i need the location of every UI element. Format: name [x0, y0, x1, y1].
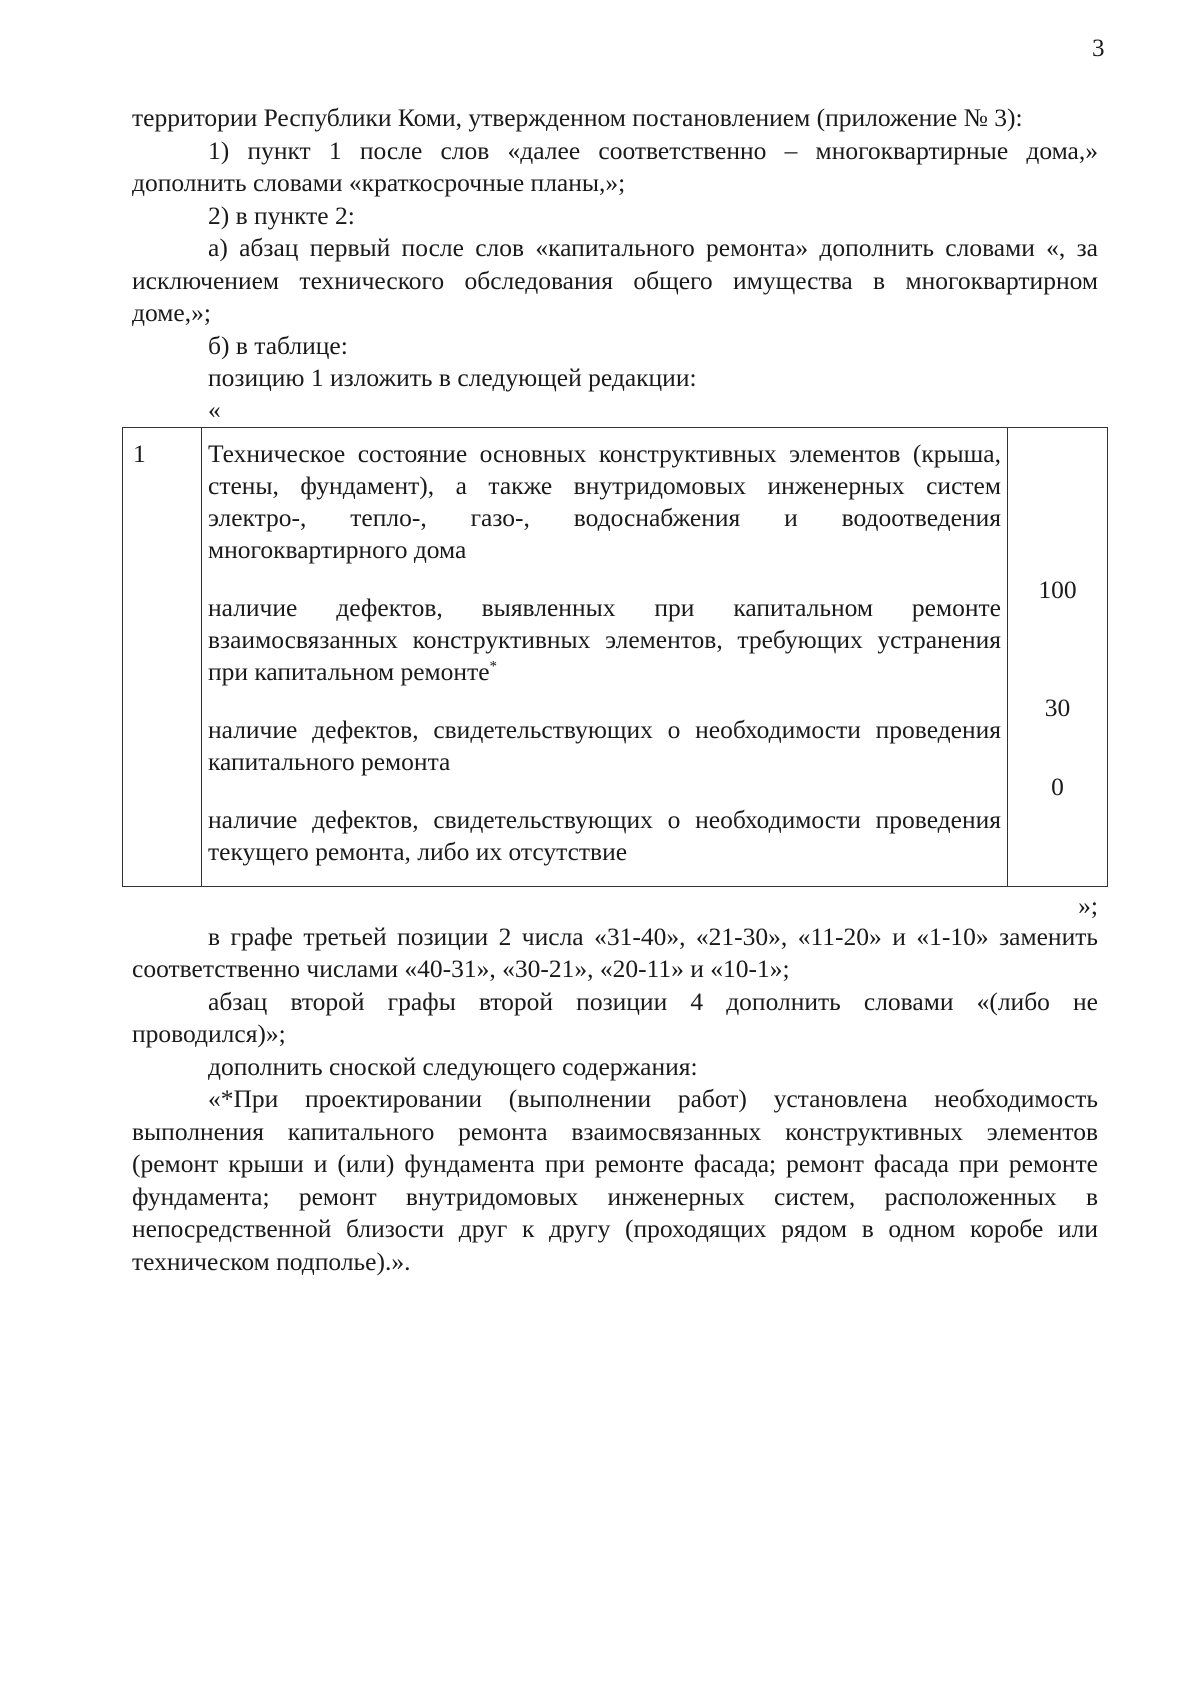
paragraph-item-2a: а) абзац первый после слов «капитального ремонта» дополнить словами «, за исключением технического обследования общего имущества в многоквартирном доме,»;	[132, 233, 1098, 327]
paragraph-intro: территории Республики Коми, утвержденном постановлением (приложение № 3):	[132, 103, 1023, 132]
score-cell	[1008, 427, 1108, 886]
score-value: 0	[1051, 771, 1064, 801]
amendment-table	[122, 427, 1108, 887]
criterion-title: Техническое состояние основных конструктивных элементов (крыша, стены, фундамент), а также внутридомовых инженерных систем электро-, тепло-, газо-, водоснабжения и водоотведения многоквартирного дома	[208, 438, 1001, 564]
criterion-option-text: наличие дефектов, выявленных при капитальном ремонте взаимосвязанных конструктивных элементов, требующих устранения при капитальном ремонте	[208, 592, 1001, 686]
criterion-option-text: наличие дефектов, свидетельствующих о необходимости проведения капитального ремонта	[208, 714, 1001, 776]
paragraph-item-1: 1) пункт 1 после слов «далее соответственно – многоквартирные дома,» дополнить словами «краткосрочные планы,»;	[132, 135, 1098, 197]
paragraph-position-4: абзац второй графы второй позиции 4 дополнить словами «(либо не проводился)»;	[132, 986, 1098, 1048]
table-row	[123, 427, 1108, 886]
opening-quote: «	[208, 394, 221, 424]
paragraph-item-2b: б) в таблице:	[208, 330, 348, 360]
footnote-mark: *	[489, 658, 498, 674]
criterion-cell	[202, 427, 1008, 886]
paragraph-position-2: в графе третьей позиции 2 числа «31-40», «21-30», «11-20» и «1-10» заменить соответственно числами «40-31», «30-21», «20-11» и «10-1»;	[132, 921, 1098, 983]
position-number-cell	[123, 427, 202, 886]
criterion-option-text: наличие дефектов, свидетельствующих о необходимости проведения текущего ремонта, либо их отсутствие	[208, 804, 1001, 866]
position-number: 1	[133, 438, 146, 468]
criterion-option	[208, 592, 1001, 688]
page-number: 3	[1092, 35, 1105, 62]
score-value: 30	[1044, 692, 1071, 722]
criterion-option	[208, 714, 1001, 778]
paragraph-footnote-intro: дополнить сноской следующего содержания:	[208, 1051, 698, 1081]
criterion-option	[208, 804, 1001, 868]
closing-quote: »;	[1078, 890, 1098, 920]
document-body	[132, 102, 1098, 1278]
score-value: 100	[1038, 574, 1077, 604]
paragraph-footnote-text: «*При проектировании (выполнении работ) установлена необходимость выполнения капитального ремонта взаимосвязанных конструктивных элементов (ремонт крыши и (или) фундамента при ремонте фасада; ремонт фасада при ремонте фундамента; ремонт внутридомовых инженерных систем, расположенных в непосредственной близости друг к другу (проходящих рядом в одном коробе или техническом подполье).».	[132, 1084, 1098, 1276]
paragraph-item-2: 2) в пункте 2:	[208, 200, 355, 230]
paragraph-position-1: позицию 1 изложить в следующей редакции:	[208, 363, 697, 392]
